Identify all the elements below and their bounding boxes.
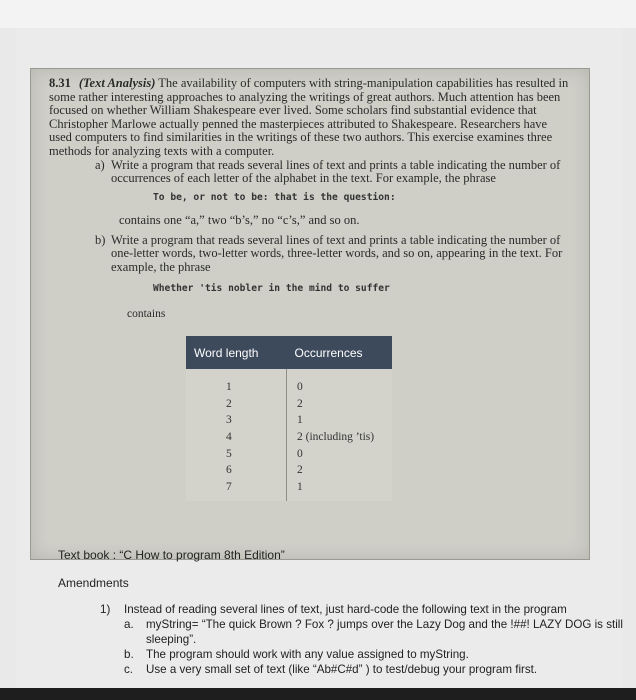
- part-b-text: Write a program that reads several lines of text and prints a table indicating the number of one-letter words, two-letter words, three-letter words, and so on, appearing in the text. For example, the phrase: [111, 232, 563, 274]
- exercise-number: 8.31: [49, 76, 71, 90]
- list-item: [124, 647, 636, 662]
- item-1-text: Instead of reading several lines of text, just hard-code the following text in the program: [124, 603, 567, 616]
- header-word-length: Word length: [186, 336, 287, 369]
- list-item: [100, 602, 636, 617]
- exercise-title: (Text Analysis): [78, 76, 156, 90]
- part-a-label: a): [95, 157, 105, 172]
- occurrences-cell: 2: [287, 462, 393, 479]
- table-row: [186, 429, 392, 446]
- word-length-cell: 7: [186, 479, 287, 502]
- word-length-cell: 5: [186, 445, 287, 462]
- occurrences-cell: 2: [287, 396, 393, 413]
- table-row: [186, 479, 392, 502]
- part-b-code: Whether 'tis nobler in the mind to suffer: [153, 282, 390, 294]
- top-bar: [0, 0, 636, 28]
- part-a-text: Write a program that reads several lines of text and prints a table indicating the number of occurrences of each letter of the alphabet in the text. For example, the phrase: [111, 157, 561, 186]
- part-b-contains: contains: [127, 307, 166, 320]
- word-length-cell: 3: [186, 412, 287, 429]
- part-a-code: To be, or not to be: that is the question:: [153, 191, 396, 203]
- word-length-table: [186, 336, 392, 501]
- word-length-cell: 6: [186, 462, 287, 479]
- word-length-cell: 2: [186, 396, 287, 413]
- part-a: [49, 159, 571, 186]
- subitem-c-marker: c.: [124, 663, 134, 676]
- document-page: [16, 28, 622, 700]
- bottom-bar: [0, 688, 636, 700]
- amendments-list: [100, 602, 636, 677]
- header-occurrences: Occurrences: [287, 336, 393, 369]
- list-item: [124, 662, 636, 677]
- table-row: [186, 369, 392, 396]
- subitem-a-marker: a.: [124, 618, 134, 631]
- part-a-result: contains one “a,” two “b’s,” no “c’s,” and so on.: [119, 212, 360, 227]
- table-row: [186, 412, 392, 429]
- exercise-intro-text: The availability of computers with string-manipulation capabilities has resulted in some rather interesting approaches to analyzing the writings of great authors. Much attention has been focused on whether William Shakespeare ever lived. Some scholars find substantial evidence that Christopher Marlowe actually penned the masterpieces attributed to Shakespeare. Researchers have used computers to find similarities in the writings of these two authors. This exercise examines three methods for analyzing texts with a computer.: [49, 76, 569, 158]
- part-b: [49, 234, 571, 275]
- subitem-c-text: Use a very small set of text (like “Ab#C#d” ) to test/debug your program first.: [146, 663, 538, 676]
- item-1-marker: 1): [100, 603, 111, 616]
- amendments-heading: Amendments: [58, 576, 129, 590]
- textbook-reference: Text book : “C How to program 8th Edition”: [58, 548, 285, 562]
- occurrences-cell: 2 (including ’tis): [287, 429, 393, 446]
- subitem-a-text: myString= “The quick Brown ? Fox ? jumps over the Lazy Dog and the !##! LAZY DOG is still sleeping”.: [146, 618, 623, 646]
- table-row: [186, 445, 392, 462]
- part-b-label: b): [95, 232, 106, 247]
- occurrences-cell: 0: [287, 445, 393, 462]
- subitem-b-marker: b.: [124, 648, 134, 661]
- word-length-cell: 1: [186, 369, 287, 396]
- table-row: [186, 462, 392, 479]
- exercise-intro: [49, 77, 571, 159]
- subitem-b-text: The program should work with any value assigned to myString.: [146, 648, 469, 661]
- word-length-cell: 4: [186, 429, 287, 446]
- list-item: [124, 617, 636, 647]
- table-header-row: [186, 336, 392, 369]
- occurrences-cell: 1: [287, 479, 393, 502]
- occurrences-cell: 0: [287, 369, 393, 396]
- occurrences-cell: 1: [287, 412, 393, 429]
- table-row: [186, 396, 392, 413]
